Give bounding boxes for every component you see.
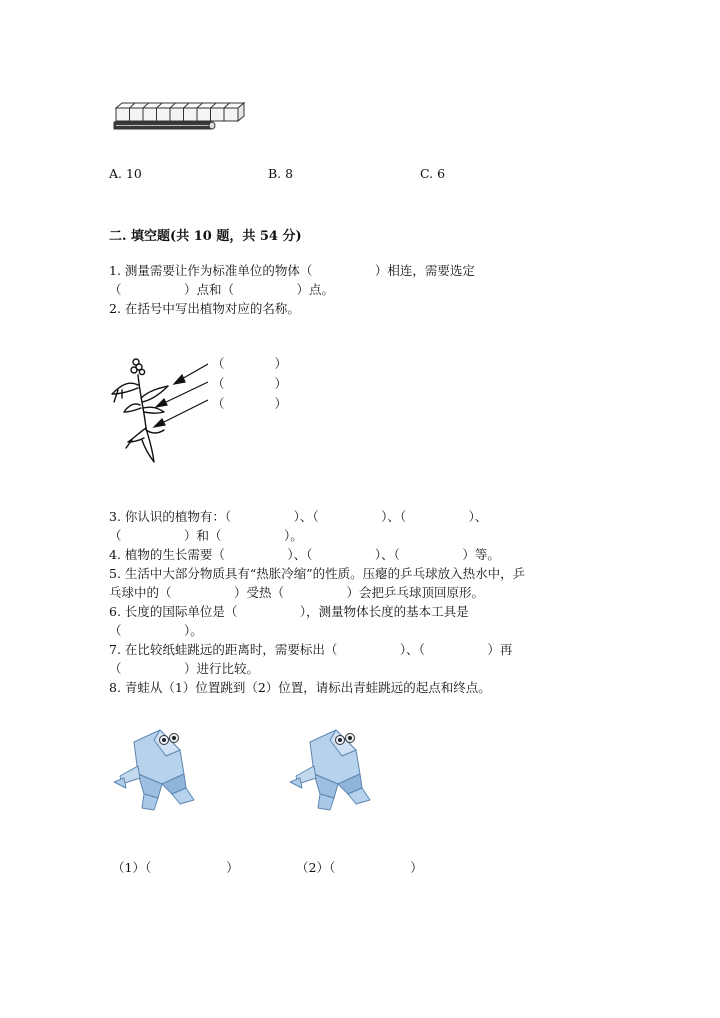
q3-line1: 3. 你认识的植物有：（ ）、（ ）、（ ）、 [109,509,488,524]
unit-cube-ruler-illustration [112,100,252,136]
q3-line2: （ ）和（ ）。 [109,528,303,543]
q1-line1: 1. 测量需要让作为标准单位的物体（ ）相连，需要选定 [109,263,475,278]
q5-line1: 5. 生活中大部分物质具有“热胀冷缩”的性质。压瘪的乒乓球放入热水中，乒 [109,566,526,581]
q6-line2: （ ）。 [109,623,203,638]
option-c: C. 6 [420,166,446,181]
q1-line2: （ ）点和（ ）点。 [109,282,335,297]
q6-line1: 6. 长度的国际单位是（ ），测量物体长度的基本工具是 [109,604,469,619]
q2-blank-2[interactable]: （ ） [212,376,288,391]
q2-blank-3[interactable]: （ ） [212,396,288,411]
origami-frog-illustration [290,722,376,812]
option-b: B. 8 [268,166,294,181]
plant-diagram-illustration [108,350,218,470]
option-a: A. 10 [109,166,142,181]
origami-frog-illustration [114,722,200,812]
section-heading: 二. 填空题(共 10 题，共 54 分) [109,229,302,244]
q7-line1: 7. 在比较纸蛙跳远的距离时，需要标出（ ）、（ ）再 [109,642,513,657]
q2-blank-1[interactable]: （ ） [212,356,288,371]
q8-answer-1[interactable]: （1）（ ） [112,860,239,875]
q8-line1: 8. 青蛙从（1）位置跳到（2）位置，请标出青蛙跳远的起点和终点。 [109,680,491,695]
q8-answer-2[interactable]: （2）（ ） [296,860,423,875]
q7-line2: （ ）进行比较。 [109,661,260,676]
q5-line2: 乓球中的（ ）受热（ ）会把乒乓球顶回原形。 [109,585,485,600]
q2-text: 2. 在括号中写出植物对应的名称。 [109,301,300,316]
q4-line1: 4. 植物的生长需要（ ）、（ ）、（ ）等。 [109,547,500,562]
